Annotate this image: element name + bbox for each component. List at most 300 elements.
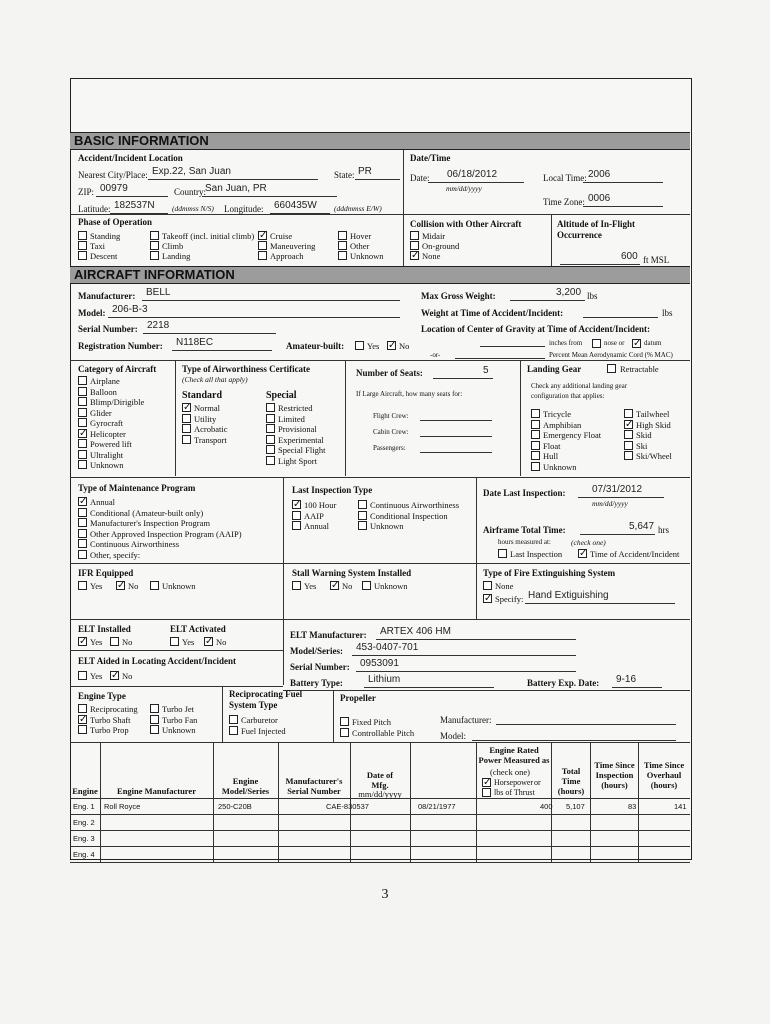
seats-label: Number of Seats: [356,368,423,378]
last-inspection-option-checkbox[interactable] [358,500,367,509]
collision-option-checkbox[interactable]: ✓ [411,250,420,261]
date-field[interactable]: 06/18/2012 [447,169,498,180]
category-option-label: Airplane [90,376,120,386]
cg-datum-label: datum [644,339,662,347]
elt-aided-no-checkbox[interactable]: ✓ [111,670,120,681]
gear-option-label: Tailwheel [636,409,670,419]
time-since-inspection-header: Time Since Inspection (hours) [594,760,635,790]
altitude-unit: ft MSL [643,255,670,265]
standard-option-label: Transport [194,434,227,445]
power-measured-header: Engine Rated Power Measured as [478,745,550,765]
local-time-underline [583,182,663,183]
elt-aided-no-label: No [122,671,133,681]
date-inspection-underline [578,497,664,498]
category-option-checkbox[interactable] [78,460,87,469]
category-option-checkbox[interactable] [78,439,87,448]
elt-model-field[interactable]: 453-0407-701 [356,642,419,653]
standard-option-label: Acrobatic [194,424,228,434]
phase-option-checkbox[interactable] [78,241,87,250]
state-label: State: [334,170,355,180]
engine-type-divider [222,686,223,742]
ifr-divider [283,563,284,619]
airframe-time-underline [580,534,655,535]
special-option-label: Limited [278,413,305,424]
gear-option-checkbox[interactable] [624,409,633,418]
fire-specify-field[interactable]: Hand Extiguishing [528,590,609,601]
gear-option-checkbox[interactable] [531,430,540,439]
special-option-checkbox[interactable] [266,424,275,433]
category-option-label: Balloon [90,386,117,397]
elt-activated-no-label: No [216,637,227,647]
ifr-yes-checkbox[interactable] [78,581,87,590]
elt-serial-field[interactable]: 0953091 [360,658,399,669]
model-label: Model: [78,308,106,318]
ifr-heading: IFR Equipped [78,568,134,578]
fire-none-checkbox[interactable] [483,581,492,590]
propeller-heading: Propeller [340,693,376,703]
last-inspection-hours-label: Last Inspection [510,549,563,559]
gear-option-checkbox[interactable] [624,441,633,450]
stall-divider [476,563,477,619]
row-divider [70,742,690,743]
manufacturer-underline [142,300,400,301]
date-inspection-format: mm/dd/yyyy [592,499,628,508]
engine-type-option-checkbox[interactable] [78,725,87,734]
category-option-label: Powered lift [90,439,132,449]
battery-type-label: Battery Type: [290,678,343,688]
standard-option-label: Utility [194,413,217,424]
date-inspection-field[interactable]: 07/31/2012 [592,484,643,495]
category-option-checkbox[interactable] [78,418,87,427]
category-option-label: Blimp/Dirigible [90,397,145,407]
thrust-checkbox[interactable] [482,788,491,797]
gear-option-checkbox[interactable]: ✓ [625,418,634,430]
engine-type-option-label: Turbo Shaft [90,714,131,725]
maintenance-option-checkbox[interactable] [78,550,87,559]
gear-option-checkbox[interactable] [531,441,540,450]
ifr-no-checkbox[interactable]: ✓ [117,580,126,591]
cg-inches-label: inches from [549,339,583,347]
amateur-yes-checkbox[interactable] [355,341,364,350]
retractable-label: Retractable [620,364,659,374]
state-underline [355,179,400,180]
elt-installed-heading: ELT Installed [78,624,131,634]
gear-option-checkbox[interactable] [624,451,633,460]
special-option-checkbox[interactable] [266,414,275,423]
last-inspection-divider [476,477,477,563]
amateur-yes-label: Yes [367,341,380,351]
phase-option-checkbox[interactable]: ✓ [259,230,268,241]
cg-nose-checkbox[interactable] [592,339,601,348]
collision-option-label: Midair [422,231,446,241]
basic-divider [403,150,404,268]
engine-table-cell[interactable]: 400 [540,802,553,811]
phase-option-checkbox[interactable] [338,241,347,250]
phase-option-label: Landing [162,251,191,261]
city-field[interactable]: Exp.22, San Juan [152,166,231,177]
maintenance-heading: Type of Maintenance Program [78,483,196,493]
airworthiness-heading: Type of Airworthiness Certificate [182,364,311,374]
engine-table-cell[interactable]: 250-C20B [218,802,252,811]
fixed-pitch-checkbox[interactable] [340,717,349,726]
manufacturer-label: Manufacturer: [78,291,136,301]
fire-specify-underline [525,603,675,604]
total-time-header: Total Time (hours) [557,766,585,796]
phase-option-checkbox[interactable] [338,231,347,240]
engine-table-cell: Eng. 4 [73,850,95,859]
amateur-no-label: No [399,341,410,351]
last-inspection-heading: Last Inspection Type [292,485,373,495]
gear-option-checkbox[interactable] [531,462,540,471]
phase-option-checkbox[interactable] [78,231,87,240]
engine-model-header: Engine Model/Series [221,776,270,796]
category-option-label: Helicopter [90,428,126,439]
fuel-injected-label: Fuel Injected [241,726,286,736]
gross-weight-unit: lbs [587,291,598,301]
country-field[interactable]: San Juan, PR [205,183,267,194]
gear-option-label: Ski [636,440,648,451]
engine-type-option-label: Turbo Fan [162,714,198,725]
special-option-label: Restricted [278,403,313,413]
cabin-crew-label: Cabin Crew: [373,428,409,436]
cg-mac-underline [455,358,545,359]
ifr-unknown-label: Unknown [162,581,196,591]
last-inspection-option-label: Annual [304,521,330,531]
elt-activated-yes-label: Yes [182,637,195,647]
gross-weight-field[interactable]: 3,200 [556,287,582,298]
category-heading: Category of Aircraft [78,364,157,374]
engine-table-column-line [410,742,411,862]
zip-label: ZIP: [78,187,95,197]
stall-unknown-label: Unknown [374,581,408,591]
maintenance-option-label: Manufacturer's Inspection Program [90,518,211,528]
fire-specify-checkbox[interactable]: ✓ [484,593,493,604]
special-heading: Special [266,390,297,401]
gear-option-label: Skid [636,430,652,440]
engine-type-option-checkbox[interactable] [150,704,159,713]
carburetor-label: Carburetor [241,715,278,725]
horsepower-checkbox[interactable]: ✓ [483,777,492,788]
phase-option-checkbox[interactable] [338,251,347,260]
fuel-heading: Reciprocating Fuel System Type [229,689,303,710]
elt-divider [283,619,284,685]
standard-option-checkbox[interactable]: ✓ [183,402,192,413]
cabin-crew-underline [420,436,492,437]
standard-option-checkbox[interactable] [182,424,191,433]
time-zone-label: Time Zone: [543,197,585,207]
engine-table-column-line [278,742,279,862]
elt-activated-heading: ELT Activated [170,624,226,634]
phase-option-label: Unknown [350,251,384,261]
airworthiness-divider [345,360,346,476]
engine-table-cell[interactable]: 08/21/1977 [418,802,456,811]
phase-option-label: Cruise [270,231,293,241]
landing-gear-heading: Landing Gear [527,364,582,374]
engine-type-option-checkbox[interactable] [78,704,87,713]
airworthiness-hint: (Check all that apply) [182,375,248,384]
serial-field[interactable]: 2218 [147,320,170,331]
elt-activated-yes-checkbox[interactable] [170,637,179,646]
ifr-unknown-checkbox[interactable] [150,581,159,590]
horsepower-label: Horsepower [494,778,534,787]
standard-option-checkbox[interactable] [182,435,191,444]
zip-underline [96,196,168,197]
phase-option-checkbox[interactable] [258,241,267,250]
engine-table-cell: Eng. 1 [73,802,95,811]
elt-installed-no-checkbox[interactable] [110,637,119,646]
maintenance-option-label: Continuous Airworthiness [90,539,180,549]
phase-option-checkbox[interactable] [150,251,159,260]
category-option-checkbox[interactable] [78,376,87,385]
manufacturer-field[interactable]: BELL [146,287,171,298]
battery-type-underline [364,687,494,688]
last-inspection-option-checkbox[interactable] [358,511,367,520]
altitude-field[interactable]: 600 [621,251,638,262]
last-inspection-option-label: 100 Hour [304,500,337,510]
gear-option-checkbox[interactable] [531,451,540,460]
cg-label: Location of Center of Gravity at Time of Accident/Incident: [421,324,650,334]
engine-table-cell[interactable]: Roll Royce [104,802,141,811]
fire-specify-label: Specify: [495,594,524,604]
elt-installed-no-label: No [122,637,133,647]
engine-table-cell: Eng. 2 [73,818,95,827]
flight-crew-underline [420,420,492,421]
engine-table-column-line [476,742,477,862]
date-label: Date: [410,173,430,183]
elt-aided-yes-label: Yes [90,671,103,681]
carburetor-checkbox[interactable] [229,715,238,724]
engine-table-row-line [70,862,690,863]
collision-option-checkbox[interactable] [410,241,419,250]
row-divider [283,690,690,691]
weight-time-unit: lbs [662,308,673,318]
special-option-label: Provisional [278,424,317,434]
phase-option-label: Other [350,241,370,251]
city-label: Nearest City/Place: [78,170,148,180]
elt-manufacturer-label: ELT Manufacturer: [290,630,367,640]
gear-option-label: Unknown [543,461,577,472]
maintenance-option-label: Other, specify: [90,549,141,560]
row-divider [70,563,690,564]
engine-table-cell[interactable]: 83 [628,802,637,811]
airframe-hint: hours measured at: [498,538,551,546]
longitude-field[interactable]: 660435W [274,200,317,211]
date-format: mm/dd/yyyy [446,184,482,193]
collision-option-label: On-ground [422,241,460,251]
engine-type-option-label: Turbo Jet [162,704,195,714]
engine-type-option-checkbox[interactable] [150,725,159,734]
engine-table-cell[interactable]: 5,107 [566,802,585,811]
amateur-built-label: Amateur-built: [286,341,345,351]
local-time-field[interactable]: 2006 [588,169,611,180]
engine-table-cell[interactable]: CAE-830537 [326,802,369,811]
serial-label: Serial Number: [78,324,138,334]
collision-heading: Collision with Other Aircraft [410,219,522,229]
propeller-model-label: Model: [440,731,466,741]
standard-heading: Standard [182,390,223,401]
altitude-divider [551,214,552,268]
category-option-label: Gyrocraft [90,418,124,428]
elt-aided-yes-checkbox[interactable] [78,671,87,680]
propeller-model-underline [472,740,676,741]
phase-option-checkbox[interactable] [150,241,159,250]
registration-underline [172,350,272,351]
elt-row-divider [70,650,283,651]
last-inspection-option-label: AAIP [304,510,324,521]
category-option-label: Ultralight [90,449,124,460]
ifr-yes-label: Yes [90,581,103,591]
maintenance-option-checkbox[interactable] [78,518,87,527]
gear-option-checkbox[interactable] [531,409,540,418]
special-option-checkbox[interactable] [266,435,275,444]
category-option-label: Glider [90,407,112,418]
elt-serial-label: Serial Number: [290,662,350,672]
datetime-heading: Date/Time [410,153,451,163]
retractable-checkbox[interactable] [607,364,616,373]
elt-model-label: Model/Series: [290,646,343,656]
stall-yes-checkbox[interactable] [292,581,301,590]
fire-none-label: None [495,581,514,591]
phase-option-checkbox[interactable] [150,231,159,240]
elt-activated-no-checkbox[interactable]: ✓ [205,636,214,647]
phase-option-label: Descent [90,251,118,261]
gear-option-checkbox[interactable] [531,420,540,429]
gear-option-label: High Skid [636,419,671,430]
maintenance-option-checkbox[interactable]: ✓ [79,496,88,507]
ifr-no-label: No [128,581,139,591]
elt-manufacturer-underline [376,639,576,640]
elt-aided-heading: ELT Aided in Locating Accident/Incident [78,656,237,666]
state-field[interactable]: PR [358,166,372,177]
controllable-pitch-checkbox[interactable] [340,728,349,737]
maintenance-option-checkbox[interactable] [78,529,87,538]
passengers-underline [420,452,492,453]
battery-type-field[interactable]: Lithium [368,674,401,685]
city-underline [148,179,318,180]
category-option-checkbox[interactable] [78,387,87,396]
engine-column-header: Engine [72,786,98,796]
cg-datum-checkbox[interactable]: ✓ [633,338,642,349]
maintenance-divider [283,477,284,563]
last-inspection-option-checkbox[interactable]: ✓ [293,499,302,510]
special-option-label: Special Flight [278,445,326,455]
gear-option-checkbox[interactable] [624,430,633,439]
phase-option-checkbox[interactable] [78,251,87,260]
power-hint-header: (check one) [490,767,530,777]
special-option-checkbox[interactable] [266,445,275,454]
registration-label: Registration Number: [78,341,163,351]
local-time-label: Local Time: [543,173,587,183]
stall-no-checkbox[interactable]: ✓ [331,580,340,591]
country-label: Country: [174,187,207,197]
engine-type-option-checkbox[interactable] [150,715,159,724]
last-inspection-checkbox[interactable] [498,549,507,558]
engine-table-row-line [70,814,690,815]
latitude-hint: (ddmmss N/S) [172,204,214,213]
zip-field[interactable]: 00979 [100,183,128,194]
serial-underline [143,333,276,334]
elt-installed-yes-checkbox[interactable]: ✓ [79,636,88,647]
maintenance-option-checkbox[interactable] [78,539,87,548]
time-since-overhaul-header: Time Since Overhaul (hours) [643,760,685,790]
model-field[interactable]: 206-B-3 [112,304,148,315]
battery-exp-field[interactable]: 9-16 [616,674,637,685]
standard-option-checkbox[interactable] [182,414,191,423]
stall-heading: Stall Warning System Installed [292,568,412,578]
gear-option-label: Ski/Wheel [636,451,672,461]
phase-option-label: Climb [162,241,184,251]
last-inspection-option-checkbox[interactable] [292,521,301,530]
collision-option-checkbox[interactable] [410,231,419,240]
category-option-checkbox[interactable] [78,450,87,459]
elt-manufacturer-field[interactable]: ARTEX 406 HM [380,626,451,637]
category-option-checkbox[interactable] [78,408,87,417]
passengers-label: Passengers: [373,444,406,452]
gross-weight-underline [510,300,585,301]
gear-option-label: Tricycle [543,409,572,419]
elt-installed-yes-label: Yes [90,637,103,647]
airframe-time-field[interactable]: 5,647 [629,521,655,532]
stall-unknown-checkbox[interactable] [362,581,371,590]
engine-type-option-checkbox[interactable]: ✓ [79,713,88,725]
engine-type-option-label: Turbo Prop [90,725,129,735]
engine-table-column-line [213,742,214,862]
collision-option-label: None [422,251,441,261]
fuel-injected-checkbox[interactable] [229,726,238,735]
page-number: 3 [381,887,389,902]
time-accident-label: Time of Accident/Incident [590,549,680,559]
thrust-label: lbs of Thrust [494,788,535,797]
engine-manufacturer-header: Engine Manufacturer [117,786,196,796]
time-zone-field[interactable]: 0006 [588,193,611,204]
category-option-checkbox[interactable]: ✓ [79,427,88,439]
registration-field[interactable]: N118EC [176,337,214,348]
time-accident-checkbox[interactable]: ✓ [579,548,588,559]
longitude-label: Longitude: [224,204,264,214]
fixed-pitch-label: Fixed Pitch [352,717,391,727]
gear-option-label: Hull [543,451,559,461]
altitude-heading: Altitude of In-Flight Occurrence [557,219,636,240]
last-inspection-option-checkbox[interactable] [358,521,367,530]
special-option-checkbox[interactable] [266,403,275,412]
special-option-checkbox[interactable] [266,456,275,465]
elt-model-underline [352,655,576,656]
battery-exp-label: Battery Exp. Date: [527,678,600,688]
category-divider [175,360,176,476]
last-inspection-option-checkbox[interactable] [292,511,301,520]
maintenance-option-checkbox[interactable] [78,508,87,517]
date-of-mfg-header: Date of Mfg. [366,770,394,790]
special-option-label: Light Sport [278,455,317,466]
gross-weight-label: Max Gross Weight: [421,291,496,301]
latitude-field[interactable]: 182537N [114,200,155,211]
gear-option-label: Emergency Float [543,430,602,440]
seats-divider [520,360,521,476]
large-aircraft-label: If Large Aircraft, how many seats for: [356,390,463,398]
cg-inches-underline [480,346,545,347]
row-divider [70,619,690,620]
phase-option-label: Approach [270,251,304,261]
phase-option-label: Standing [90,231,121,241]
amateur-no-checkbox[interactable]: ✓ [388,340,397,351]
engine-table-cell[interactable]: 141 [674,802,687,811]
category-option-checkbox[interactable] [78,397,87,406]
cg-mac-label: Percent Mean Aerodynamic Cord (% MAC) [549,351,673,359]
seats-field[interactable]: 5 [483,365,489,376]
flight-crew-label: Flight Crew: [373,412,409,420]
phase-option-checkbox[interactable] [258,251,267,260]
altitude-underline [560,264,640,265]
